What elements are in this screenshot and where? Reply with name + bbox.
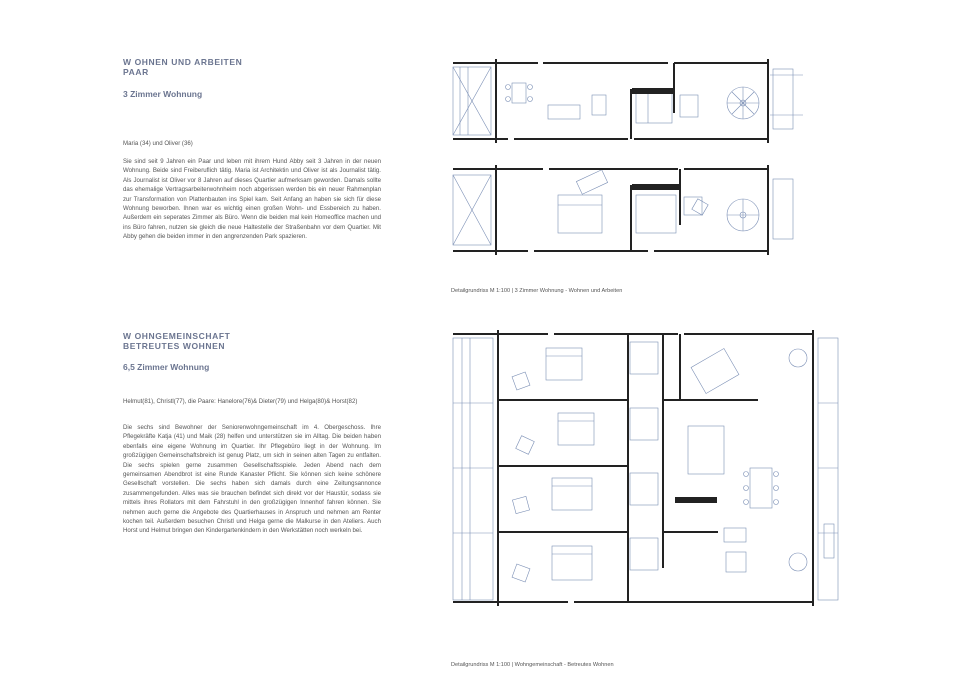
section1-persons	[123, 139, 381, 148]
plan1-dining-table	[512, 83, 526, 103]
section1-heading-line2: PAAR	[123, 67, 149, 77]
plan2-sofa	[691, 349, 739, 394]
section2-body-text: Die sechs sind Bewohner der Seniorenwohngemeinschaft im 4. Obergeschoss. Ihre Pflegekräfte Katja (41) und Maik (28) helfen und unterstützen sie im Alltag. Die beiden haben ebenfalls eine eigene Wohnung im Quartier. Ihr Pflegebüro liegt in der Wohnung. Im großzügigen Gemeinschaftsbreich ist genug Platz, um sich in seinen alten Tagen zu entfalten. Die sechs spielen gerne zusammen Gesellschaftsspiele. Jeden Abend nach dem gemeinsamen Abendbrot ist eine Runde Kanaster Pflicht. Sie können sich keine schönere Gesellschaft vorstellen. Die sechs haben sich damals durch eine Zeitungsannonce zusammengefunden. Alles was sie brauchen befindet sich direkt vor der Haustür, sodass sie mittels ihres Rollators mit dem Fahrstuhl in den großzügigen Innenhof fahren können. Sie nehmen auch gerne die Angebote des Quartierhauses in Anspruch und nehmen am Renter kochen teil. Außerdem besuchen Christl und Helga gerne die Malkurse in den Ateliers. Auch Horst und Helmut bringen den Kindergartenkindern in den Werkstätten noch werkeln bei.	[123, 424, 381, 535]
section2-heading-line2: BETREUTES WOHNEN	[123, 341, 226, 351]
section2-heading	[123, 331, 230, 351]
plan2-balcony-left	[453, 338, 493, 600]
plan2-bed-2	[558, 413, 594, 445]
section1-persons-text: Maria (34) und Oliver (36)	[123, 140, 193, 147]
plan2-kitchen-island	[688, 426, 724, 474]
plan2-bed-3	[552, 478, 592, 510]
plan2-bed-1	[546, 348, 582, 380]
section2-persons-text: Helmut(81), Christl(77), die Paare: Hanelore(76)& Dieter(79) und Helga(80)& Horst(82)	[123, 398, 358, 405]
plan2-bed-4	[552, 546, 592, 580]
section1-heading-line1: W OHNEN UND ARBEITEN	[123, 57, 243, 67]
section1-subtitle: 3 Zimmer Wohnung	[123, 89, 203, 99]
section2-heading-line1: W OHNGEMEINSCHAFT	[123, 331, 231, 341]
section2-caption: Detailgrundriss M 1:100 | Wohngemeinschaft - Betreutes Wohnen	[451, 662, 614, 668]
section2-body	[123, 423, 381, 536]
section1-caption: Detailgrundriss M 1:100 | 3 Zimmer Wohnung - Wohnen und Arbeiten	[451, 288, 623, 294]
floor-plan-shared-flat	[448, 328, 843, 608]
section2-subtitle: 6,5 Zimmer Wohnung	[123, 362, 210, 372]
section1-body-text: Sie sind seit 9 Jahren ein Paar und leben mit ihrem Hund Abby seit 3 Jahren in der neuen Wohnung. Beide sind Freiberuflich tätig. Maria ist Architektin und Oliver ist als Journalist tätig. Als Journalist ist Oliver vor 8 Jahren auf dieses Quartier aufmerksam geworden. Damals sollte das ehemalige Vertragsarbeiterwohnheim noch abgerissen werden bis ein neuer Rahmenplan zur Transformation von Plattenbauten ins Spiel kam. Seit Anfang an haben sie sich für diese Wohnung beworben. Ihnen war es wichtig einen großen Wohn- und Essbereich zu haben. Außerdem ein seperates Zimmer als Büro. Wenn die beiden mal kein Homeoffice machen und ins Büro fahren, nutzen sie gleich die neue Haltestelle der Straßenbahn vor dem Quartier. Mit Abby gehen die beiden immer in den angrenzenden Park spazieren.	[123, 158, 381, 241]
plan2-dining-table	[750, 468, 772, 508]
floor-plan-3-room	[448, 55, 813, 255]
plan1-bed	[558, 195, 602, 233]
section1-heading	[123, 57, 242, 77]
section2-persons	[123, 397, 381, 406]
plan1-sofa	[548, 105, 580, 119]
section1-body	[123, 157, 381, 242]
